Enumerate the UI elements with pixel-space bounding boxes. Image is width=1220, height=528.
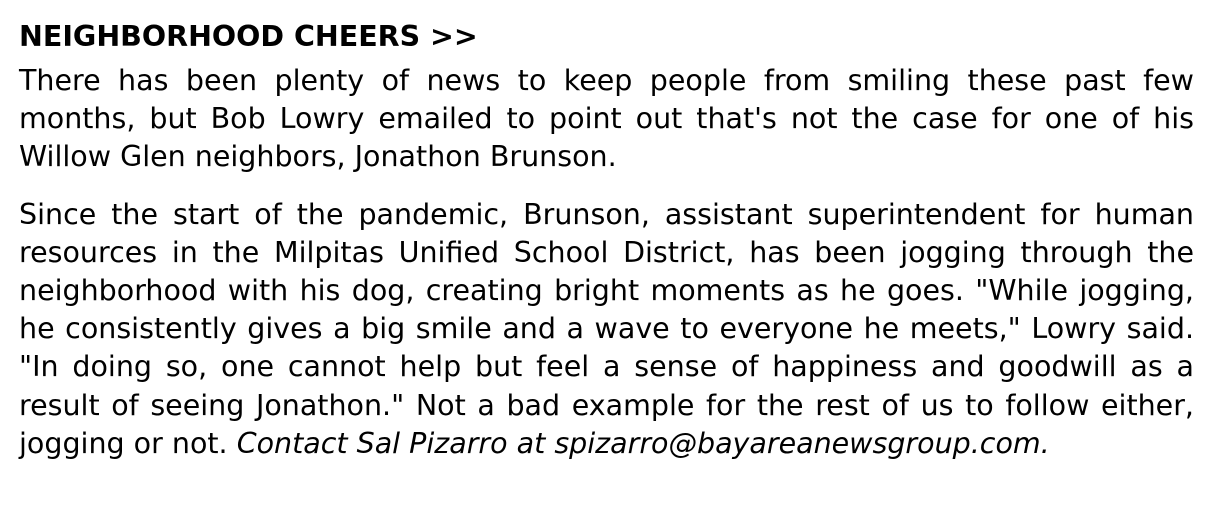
paragraph-2-text: Since the start of the pandemic, Brunson, assistant superintendent for human resources in the Milpitas Unified School District, has been jogging through the neighborhood with his dog, creating bright moments as he goes. "While jogging, he consistently gives a big smile and a wave to everyone he meets," Lowry said. "In doing so, one cannot help but feel a sense of happiness and goodwill as a result of seeing Jonathon." Not a bad example for the rest of us to follow either, jogging or not. [19,197,1194,460]
article-paragraph-2 [19,196,1194,463]
section-heading: NEIGHBORHOOD CHEERS >> [19,20,478,53]
article [19,14,1194,463]
paragraph-1-text: There has been plenty of news to keep people from smiling these past few months, but Bob Lowry emailed to point out that's not the case for one of his Willow Glen neighbors, Jonathon Brunson. [19,64,1194,174]
article-paragraph-1 [19,62,1194,177]
contact-line: Contact Sal Pizarro at spizarro@bayareanewsgroup.com. [236,426,1050,460]
